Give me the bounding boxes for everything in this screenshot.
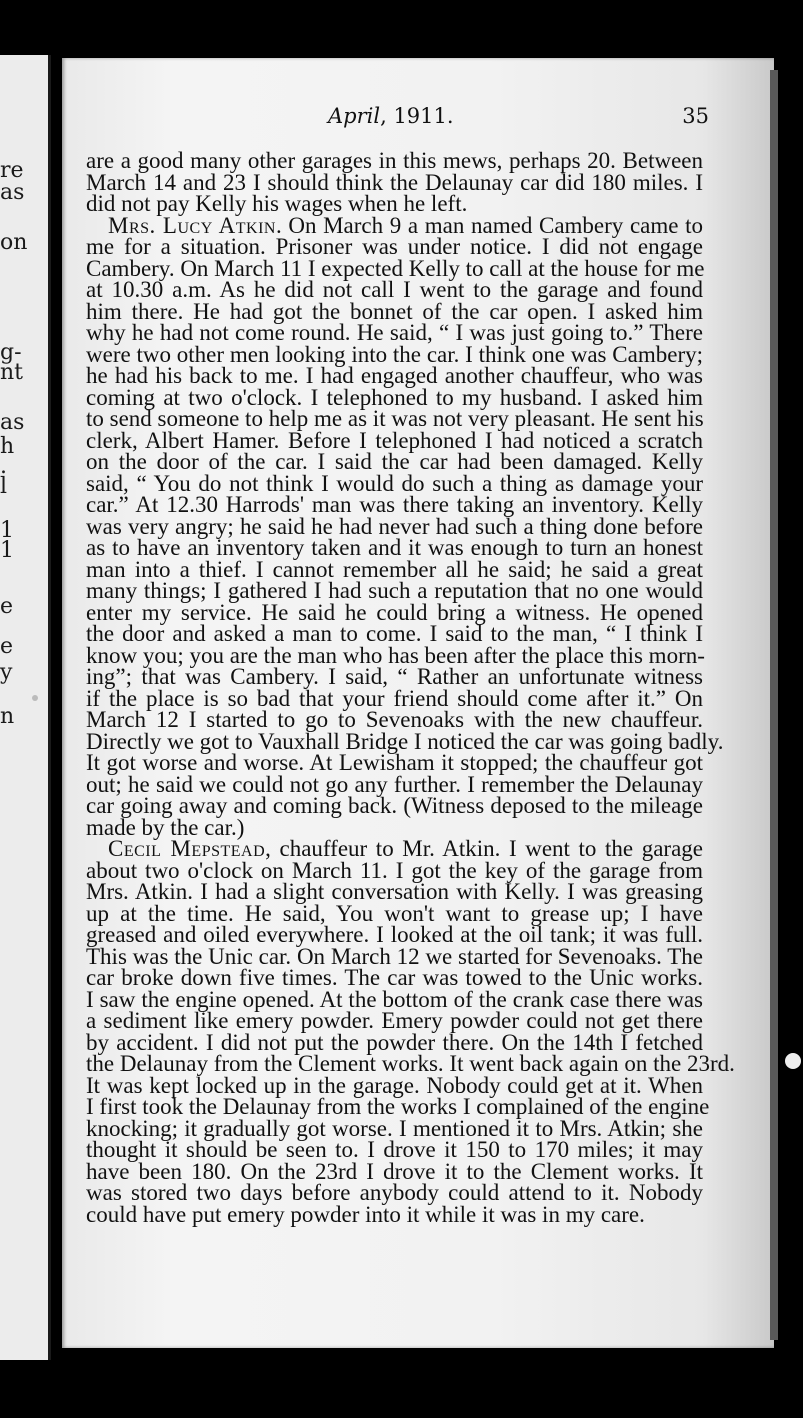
text-line: as to have an inventory taken and it was enough to turn an honest — [86, 535, 703, 560]
text-line: made by the car.) — [86, 814, 245, 840]
text-line: greased and oiled everywhere. I looked at the oil tank; it was full. — [86, 922, 703, 947]
text-line: the Delaunay from the Clement works. It went back again on the 23rd. — [86, 1051, 735, 1076]
book-page — [62, 58, 774, 1348]
text-line: have been 180. On the 23rd I drove it to the Clement works. It — [86, 1158, 703, 1184]
facing-page-fragment: y — [0, 660, 13, 685]
page-header — [62, 104, 774, 134]
text-line: said, “ You do not think I would do such a thing as damage your — [86, 470, 703, 496]
facing-page-fragment: . — [0, 454, 7, 479]
text-line: car broke down five times. The car was towed to the Unic works. — [86, 965, 703, 990]
text-line: Cecil Mepstead, chauffeur to Mr. Atkin. I went to the garage — [108, 836, 703, 861]
text-line: was stored two days before anybody could attend to it. Nobody — [86, 1180, 703, 1205]
text-line: did not pay Kelly his wages when he left. — [86, 191, 468, 216]
text-line: out; he said we could not go any further. I remember the Delaunay — [86, 771, 703, 797]
text-line: he had his back to me. I had engaged another chauffeur, who was — [86, 363, 703, 388]
text-line: know you; you are the man who has been after the place this morn- — [86, 642, 705, 668]
text-line: coming at two o'clock. I telephoned to my husband. I asked him — [86, 384, 703, 410]
facing-page-fragment: e — [0, 634, 14, 659]
facing-page-fragment: as — [0, 410, 25, 435]
text-line: I first took the Delaunay from the works I complained of the engine — [86, 1094, 710, 1119]
text-line: at 10.30 a.m. As he did not call I went to the garage and found — [86, 277, 703, 302]
running-head-year: , 1911. — [380, 104, 454, 128]
facing-page-fragment: n — [0, 704, 15, 729]
text-line: Mrs. Atkin. I had a slight conversation with Kelly. I was greasing — [86, 879, 703, 904]
text-line: about two o'clock on March 11. I got the key of the garage from — [86, 857, 703, 883]
text-line: by accident. I did not put the powder there. On the 14th I fetched — [86, 1029, 703, 1055]
text-line: are a good many other garages in this mews, perhaps 20. Between — [86, 148, 703, 173]
text-line: Cambery. On March 11 I expected Kelly to call at the house for me — [86, 255, 705, 281]
text-line: car.” At 12.30 Harrods' man was there taking an inventory. Kelly — [86, 492, 703, 517]
text-line: It got worse and worse. At Lewisham it stopped; the chauffeur got — [86, 750, 703, 775]
page-edge-shadow — [770, 70, 778, 1340]
page-body-text — [86, 148, 735, 1227]
facing-page-fragment: h — [0, 434, 15, 459]
text-line: could have put emery powder into it while it was in my care. — [86, 1201, 645, 1227]
text-line: Directly we got to Vauxhall Bridge I noticed the car was going badly. — [86, 728, 724, 754]
facing-page-fragment: re — [0, 158, 24, 183]
text-line: the door and asked a man to come. I said to the man, “ I think I — [86, 621, 703, 646]
text-line: This was the Unic car. On March 12 we started for Sevenoaks. The — [86, 943, 703, 969]
facing-page-fragment: on — [0, 230, 28, 255]
text-line: ing”; that was Cambery. I said, “ Rather an unfortunate witness — [86, 664, 703, 689]
text-line: man into a thief. I cannot remember all he said; he said a great — [86, 556, 703, 582]
facing-page-fragment: as — [0, 180, 25, 205]
facing-page-fragment: nt — [0, 360, 24, 385]
text-line: if the place is so bad that your friend should come after it.” On — [86, 685, 703, 711]
page-number: 35 — [682, 104, 709, 128]
text-line: to send someone to help me as it was not very pleasant. He sent his — [86, 406, 704, 431]
text-line: thought it should be seen to. I drove it 150 to 170 miles; it may — [86, 1137, 703, 1162]
text-line: clerk, Albert Hamer. Before I telephoned I had noticed a scratch — [86, 427, 703, 453]
text-line: It was kept locked up in the garage. Nobody could get at it. When — [86, 1072, 703, 1098]
facing-page-edge — [0, 55, 51, 1360]
running-head-month: April — [328, 104, 381, 128]
facing-page-fragment: 1 — [0, 538, 14, 563]
text-line: car going away and coming back. (Witness deposed to the mileage — [86, 793, 703, 818]
paper-speck — [32, 695, 38, 701]
facing-page-fragment: 1 — [0, 518, 14, 543]
text-line: me for a situation. Prisoner was under notice. I did not engage — [86, 234, 703, 259]
text-line: Mrs. Lucy Atkin. On March 9 a man named Cambery came to — [108, 212, 703, 238]
text-line: on the door of the car. I said the car had been damaged. Kelly — [86, 449, 703, 474]
facing-page-fragment: l — [0, 474, 8, 499]
text-line: him there. He had got the bonnet of the car open. I asked him — [86, 298, 703, 324]
facing-page-fragment: e — [0, 594, 14, 619]
running-head — [328, 104, 454, 128]
speaker-name: Mrs. Lucy Atkin — [108, 212, 276, 238]
text-line: March 14 and 23 I should think the Delaunay car did 180 miles. I — [86, 169, 703, 195]
text-line: was very angry; he said he had never had such a thing done before — [86, 513, 703, 539]
facing-page-fragment: g- — [0, 340, 22, 365]
text-line: March 12 I started to go to Sevenoaks with the new chauffeur. — [86, 707, 703, 732]
text-line: up at the time. He said, You won't want to grease up; I have — [86, 900, 703, 926]
text-line: were two other men looking into the car. I think one was Cambery; — [86, 341, 703, 367]
text-line: a sediment like emery powder. Emery powder could not get there — [86, 1008, 703, 1033]
text-line: enter my service. He said he could bring a witness. He opened — [86, 599, 703, 625]
text-line: I saw the engine opened. At the bottom of the crank case there was — [86, 986, 703, 1012]
text-line: why he had not come round. He said, “ I was just going to.” There — [86, 320, 703, 345]
text-line: knocking; it gradually got worse. I mentioned it to Mrs. Atkin; she — [86, 1115, 703, 1141]
paper-speck — [785, 1053, 801, 1069]
text-line: many things; I gathered I had such a reputation that no one would — [86, 578, 703, 603]
speaker-name: Cecil Mepstead — [108, 836, 266, 861]
